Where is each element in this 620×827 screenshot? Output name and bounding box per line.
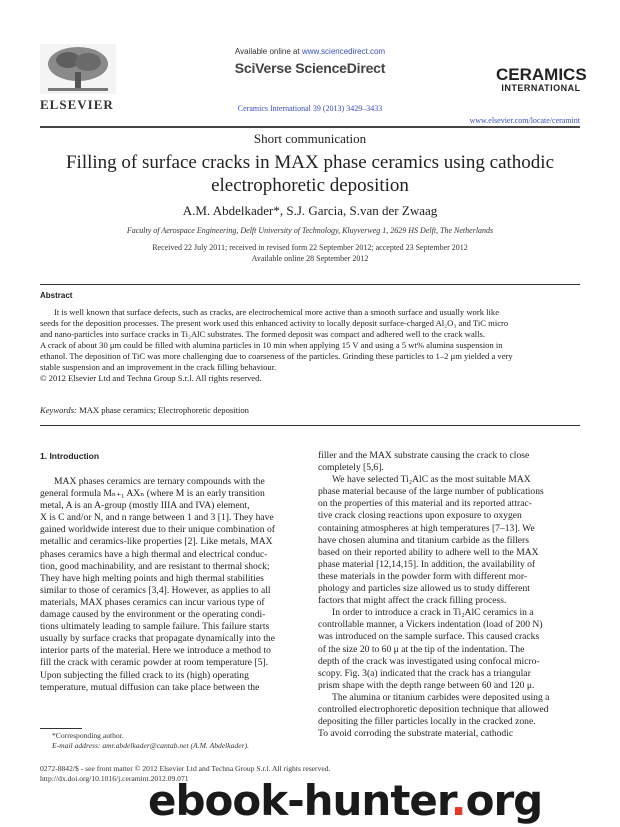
body-line: tive crack closing reactions upon exposure to oxygen (318, 510, 522, 522)
body-line: controlled electrophoretic deposition technique that allowed (318, 703, 549, 715)
keywords-label: Keywords: (40, 405, 77, 415)
body-line: Upon subjecting the filled crack to its (high) operating (40, 669, 249, 681)
abstract-body (40, 307, 580, 384)
article-type: Short communication (253, 131, 367, 146)
body-line: tions ultimately leading to sample failure. This failure starts (40, 621, 270, 633)
corresponding-email: E-mail address: amr.abdelkader@cantab.net (A.M. Abdelkader). (52, 741, 249, 750)
body-line: We have selected Ti₂AlC as the most suitable MAX (332, 474, 531, 486)
body-line: controllable manner, a Vickers indentation (load of 200 N) (318, 619, 543, 631)
article-affiliation: Faculty of Aerospace Engineering, Delft University of Technology, Kluyverweg 1, 2629 HS Delft, The Netherlands (126, 226, 494, 235)
front-matter-line: 0272-8842/$ - see front matter © 2012 Elsevier Ltd and Techna Group S.r.l. All rights reserved. (40, 764, 331, 773)
body-line: In order to introduce a crack in Ti₂AlC ceramics in a (332, 607, 534, 619)
body-line: tion, good machinability, and are resistant to thermal shock; (40, 560, 270, 572)
keywords-list: MAX phase ceramics; Electrophoretic deposition (76, 405, 249, 415)
article-dates (0, 242, 620, 264)
body-line: completely [5,6]. (318, 462, 384, 474)
keywords (40, 405, 249, 415)
body-line: scopy. Fig. 3(a) indicated that the crack has a triangular (318, 667, 531, 679)
body-line: X is C and/or N, and n range between 1 and 3 [1]. They have (40, 512, 274, 524)
abstract-line: A crack of about 30 μm could be filled with alumina particles in 10 min when applying 15 V and using a 5 wt% alumina suspension in (40, 340, 503, 350)
body-line: general formula Mₙ₊₁ AXₙ (where M is an early transition (40, 488, 265, 500)
body-line: similar to those of ceramics [3,4]. However, as applies to all (40, 584, 271, 596)
body-line: was introduced on the sample surface. This caused cracks (318, 631, 540, 643)
body-line: depositing the filler particles locally in the cracked zone. (318, 716, 536, 728)
available-online-prefix: Available online at (234, 47, 302, 56)
body-line: of the size 20 to 60 μ at the tip of the indentation. The (318, 643, 525, 655)
abstract-line: ethanol. The deposition of TiC was more challenging due to coarseness of the particles. Grinding these particles to 1–2 μm yielded a very (40, 351, 513, 361)
body-line: metal, A is an A-group (mostly IIIA and IVA) element, (40, 500, 250, 512)
body-line: materials, MAX phases ceramics can incur various type of (40, 596, 265, 608)
sciverse-brand: SciVerse ScienceDirect (234, 60, 386, 76)
body-line: temperature, mutual diffusion can take place between the (40, 681, 260, 693)
ebook-hunter-watermark (148, 776, 542, 825)
received-dates: Received 22 July 2011; received in revised form 22 September 2012; accepted 23 September 2012 (152, 243, 468, 252)
body-line: They have high melting points and high thermal stabilities (40, 572, 264, 584)
body-line: To avoid corroding the substrate material, cathodic (318, 728, 514, 740)
body-line: have chosen alumina and titanium carbide as the fillers (318, 534, 529, 546)
section-heading: 1. Introduction (40, 451, 100, 461)
online-date: Available online 28 September 2012 (251, 254, 369, 263)
abstract-line: seeds for the deposition processes. The present work used this enhanced activity to locally deposit surface-charged Al₂O₃ and TiC micro (40, 318, 509, 328)
copyright-line: © 2012 Elsevier Ltd and Techna Group S.r.l. All rights reserved. (40, 373, 262, 383)
available-online-line (180, 47, 440, 56)
watermark-dot: . (450, 776, 466, 825)
journal-logo-line1: CERAMICS (496, 65, 587, 84)
body-line: phase material because of the large number of publications (318, 486, 544, 498)
body-line: fill the crack with ceramic powder at room temperature [5]. (40, 657, 269, 669)
body-line: MAX phases ceramics are ternary compounds with the (54, 476, 265, 487)
body-line: on the properties of this material and its reported attrac- (318, 498, 532, 510)
abstract-line: and nano-particles into surface cracks in Ti₂AlC substrates. The formed deposit was compact and adhered well to the crack walls. (40, 329, 486, 339)
body-line: metallic and ceramics-like properties [2]. Like metals, MAX (40, 536, 273, 548)
doi-link[interactable]: http://dx.doi.org/10.1016/j.ceramint.2012.09.071 (40, 774, 189, 783)
article-title-line2: electrophoretic deposition (211, 175, 409, 196)
body-line: interior parts of the material. Here we introduce a method to (40, 645, 271, 657)
elsevier-tree-logo (40, 44, 116, 94)
body-line: phases ceramics have a high thermal and electrical conduc- (40, 548, 268, 560)
abstract-top-rule (40, 284, 580, 285)
body-line: based on their reported ability to adhere well to the MAX (318, 546, 539, 558)
abstract-line: It is well known that surface defects, such as cracks, are electrochemical more active than a smooth surface and usually work like (54, 307, 500, 317)
body-line: phase material [12,14,15]. In addition, the availability of (318, 558, 536, 570)
article-authors: A.M. Abdelkader*, S.J. Garcia, S.van der Zwaag (182, 203, 438, 218)
corresponding-author-note: *Corresponding author. (52, 731, 124, 740)
watermark-right: org (465, 776, 543, 825)
body-line: The alumina or titanium carbides were deposited using a (332, 691, 550, 703)
body-line: usually by surface cracks that propagate dynamically into the (40, 633, 275, 645)
sciencedirect-link[interactable]: www.sciencedirect.com (301, 47, 386, 56)
abstract-line: stable suspension and an improvement in the crack filling behaviour. (40, 362, 277, 372)
abstract-heading: Abstract (40, 291, 73, 300)
body-line: gained worldwide interest due to their unique combination of (40, 524, 275, 536)
right-column (318, 450, 581, 740)
body-line: factors that might affect the crack filling process. (318, 595, 507, 607)
body-line: prism shape with the depth range between 60 and 120 μ. (318, 679, 535, 691)
watermark-left: ebook-hunter (148, 776, 451, 825)
article-title (0, 151, 620, 197)
header-rule (40, 126, 580, 128)
body-line: depth of the crack was investigated using confocal micro- (318, 655, 540, 667)
article-title-line1: Filling of surface cracks in MAX phase ceramics using cathodic (65, 152, 555, 173)
journal-logo-line2: INTERNATIONAL (501, 83, 581, 93)
body-line: these materials in the powder form with different mor- (318, 570, 528, 582)
body-line: damage caused by the environment or the operating condi- (40, 609, 266, 621)
footnote-rule (40, 728, 82, 729)
journal-logo (496, 66, 586, 93)
body-line: phology and particles size allowed us to study different (318, 583, 530, 595)
journal-homepage-link[interactable]: www.elsevier.com/locate/ceramint (469, 116, 580, 125)
journal-citation[interactable]: Ceramics International 39 (2013) 3429–3433 (237, 104, 383, 113)
body-line: filler and the MAX substrate causing the crack to close (318, 450, 530, 461)
body-line: containing atmospheres at high temperatures [7–13]. We (318, 522, 535, 534)
left-column (40, 476, 303, 694)
publisher-name: ELSEVIER (40, 97, 114, 112)
abstract-bottom-rule (40, 425, 580, 426)
